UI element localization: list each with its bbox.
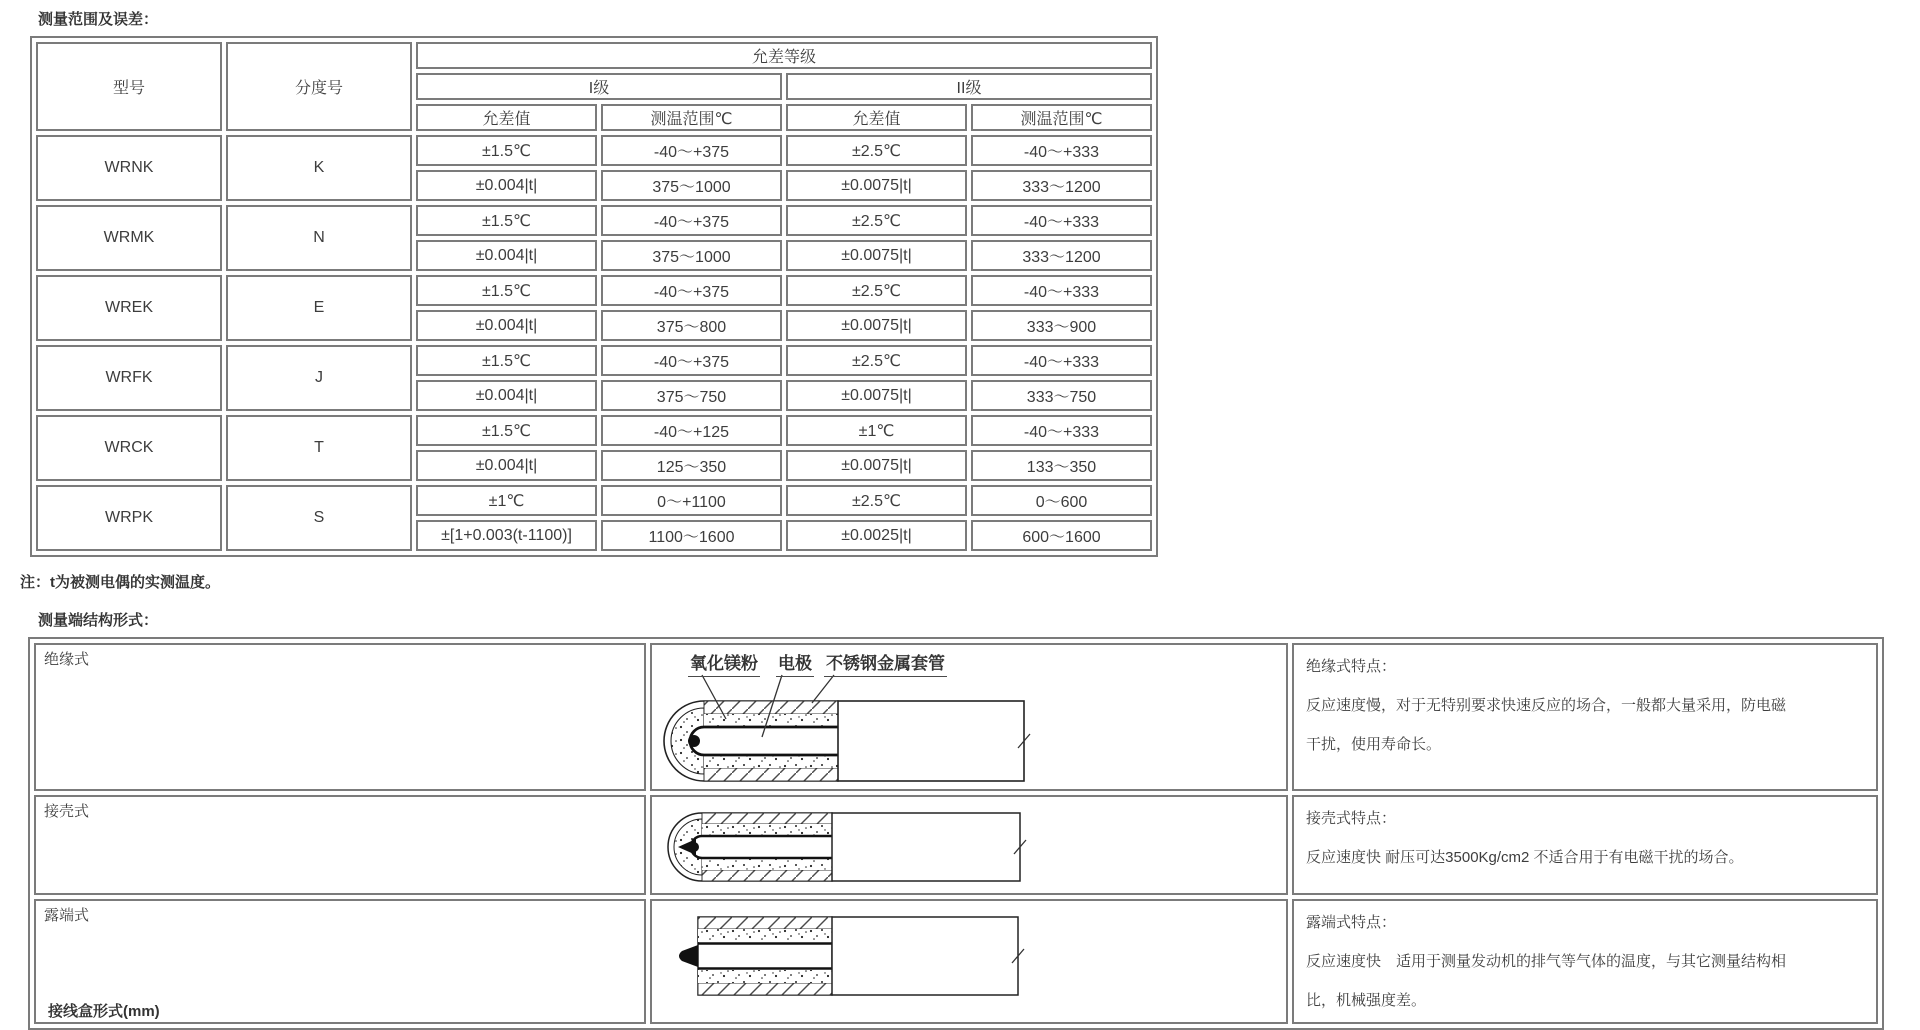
graduation-cell: T — [226, 415, 412, 481]
tolerance-row-wrek — [36, 275, 1152, 306]
value-cell: -40～+375 — [601, 135, 782, 166]
graduation-cell: K — [226, 135, 412, 201]
feature-line: 反应速度快 适用于测量发动机的排气等气体的温度，与其它测量结构相 — [1306, 953, 1787, 970]
tolerance-row-wrck — [36, 415, 1152, 446]
table-note: 注：t为被测电偶的实测温度。 — [20, 574, 220, 591]
value-cell: 333～750 — [971, 380, 1152, 411]
graduation-cell: E — [226, 275, 412, 341]
feature-line: 干扰，使用寿命长。 — [1306, 736, 1442, 753]
graduation-cell: J — [226, 345, 412, 411]
value-cell: ±0.004|t| — [416, 310, 597, 341]
model-cell: WRCK — [36, 415, 222, 481]
feature-title: 绝缘式特点： — [1306, 658, 1397, 675]
value-cell: 333～1200 — [971, 170, 1152, 201]
page-title: 测量范围及误差： — [38, 11, 159, 28]
structure-table — [28, 637, 1884, 1030]
diagram-label-mgo: 氧化镁粉 — [688, 649, 760, 677]
value-cell: 333～1200 — [971, 240, 1152, 271]
value-cell: 375～1000 — [601, 240, 782, 271]
junction-box-section-title: 接线盒形式(mm) — [48, 1003, 160, 1020]
exposed-diagram-cell — [650, 899, 1288, 1024]
tolerance-table-body — [36, 135, 1152, 551]
value-cell: 375～1000 — [601, 170, 782, 201]
feature-title: 接壳式特点： — [1306, 810, 1397, 827]
value-cell: ±0.0075|t| — [786, 240, 967, 271]
feature-line: 反应速度快 耐压可达3500Kg/cm2 不适合用于有电磁干扰的场合。 — [1306, 849, 1744, 866]
col-header-grade-group: 允差等级 — [416, 42, 1152, 69]
graduation-cell: N — [226, 205, 412, 271]
structure-type-label: 接壳式 — [34, 795, 646, 895]
col-header-graduation: 分度号 — [226, 42, 412, 131]
insulated-diagram-cell — [650, 643, 1288, 791]
value-cell: ±1.5℃ — [416, 415, 597, 446]
value-cell: ±0.0025|t| — [786, 520, 967, 551]
value-cell: -40～+333 — [971, 275, 1152, 306]
insulated-feature-cell — [1292, 643, 1878, 791]
value-cell: ±2.5℃ — [786, 275, 967, 306]
col-header-grade2: II级 — [786, 73, 1152, 100]
value-cell: 600～1600 — [971, 520, 1152, 551]
tolerance-row-wrfk — [36, 345, 1152, 376]
diagram-label-sheath: 不锈钢金属套管 — [824, 649, 947, 677]
structure-row-exposed — [34, 899, 1878, 1024]
exposed-probe-diagram — [652, 901, 1286, 1003]
grounded-probe-diagram — [652, 797, 1286, 889]
value-cell: ±2.5℃ — [786, 345, 967, 376]
value-cell: 375～750 — [601, 380, 782, 411]
tolerance-table-header — [36, 42, 1152, 131]
value-cell: -40～+333 — [971, 135, 1152, 166]
value-cell: -40～+333 — [971, 415, 1152, 446]
col-header-range: 测温范围℃ — [971, 104, 1152, 131]
col-header-model: 型号 — [36, 42, 222, 131]
model-cell: WRNK — [36, 135, 222, 201]
value-cell: ±1.5℃ — [416, 205, 597, 236]
value-cell: ±0.004|t| — [416, 240, 597, 271]
value-cell: ±0.004|t| — [416, 170, 597, 201]
feature-line: 反应速度慢，对于无特别要求快速反应的场合，一般都大量采用，防电磁 — [1306, 697, 1787, 714]
value-cell: ±0.004|t| — [416, 450, 597, 481]
value-cell: ±1.5℃ — [416, 275, 597, 306]
value-cell: 125～350 — [601, 450, 782, 481]
value-cell: ±0.004|t| — [416, 380, 597, 411]
tolerance-table — [30, 36, 1158, 557]
value-cell: ±1.5℃ — [416, 135, 597, 166]
value-cell: 0～600 — [971, 485, 1152, 516]
value-cell: 1100～1600 — [601, 520, 782, 551]
grounded-diagram-cell — [650, 795, 1288, 895]
value-cell: 133～350 — [971, 450, 1152, 481]
grounded-feature-cell — [1292, 795, 1878, 895]
tolerance-row-wrmk — [36, 205, 1152, 236]
structure-section-title: 测量端结构形式： — [38, 612, 159, 629]
value-cell: 375～800 — [601, 310, 782, 341]
diagram-label-electrode: 电极 — [776, 649, 814, 677]
value-cell: -40～+333 — [971, 345, 1152, 376]
value-cell: -40～+375 — [601, 275, 782, 306]
value-cell: ±1℃ — [786, 415, 967, 446]
graduation-cell: S — [226, 485, 412, 551]
value-cell: 333～900 — [971, 310, 1152, 341]
value-cell: ±0.0075|t| — [786, 310, 967, 341]
structure-type-label: 露端式 — [34, 899, 646, 1024]
value-cell: -40～+333 — [971, 205, 1152, 236]
feature-title: 露端式特点： — [1306, 914, 1397, 931]
structure-type-label: 绝缘式 — [34, 643, 646, 791]
value-cell: -40～+375 — [601, 205, 782, 236]
col-header-tolerance: 允差值 — [416, 104, 597, 131]
model-cell: WRMK — [36, 205, 222, 271]
col-header-tolerance: 允差值 — [786, 104, 967, 131]
model-cell: WRPK — [36, 485, 222, 551]
structure-row-grounded — [34, 795, 1878, 895]
value-cell: ±0.0075|t| — [786, 380, 967, 411]
value-cell: 0～+1100 — [601, 485, 782, 516]
value-cell: ±1℃ — [416, 485, 597, 516]
structure-row-insulated — [34, 643, 1878, 791]
tolerance-row-wrnk — [36, 135, 1152, 166]
value-cell: -40～+125 — [601, 415, 782, 446]
model-cell: WREK — [36, 275, 222, 341]
feature-line: 比，机械强度差。 — [1306, 992, 1427, 1009]
value-cell: ±2.5℃ — [786, 135, 967, 166]
value-cell: -40～+375 — [601, 345, 782, 376]
model-cell: WRFK — [36, 345, 222, 411]
exposed-feature-cell — [1292, 899, 1878, 1024]
col-header-grade1: I级 — [416, 73, 782, 100]
value-cell: ±2.5℃ — [786, 205, 967, 236]
value-cell: ±[1+0.003(t-1100)] — [416, 520, 597, 551]
col-header-range: 测温范围℃ — [601, 104, 782, 131]
value-cell: ±0.0075|t| — [786, 450, 967, 481]
value-cell: ±2.5℃ — [786, 485, 967, 516]
value-cell: ±1.5℃ — [416, 345, 597, 376]
tolerance-row-wrpk — [36, 485, 1152, 516]
value-cell: ±0.0075|t| — [786, 170, 967, 201]
